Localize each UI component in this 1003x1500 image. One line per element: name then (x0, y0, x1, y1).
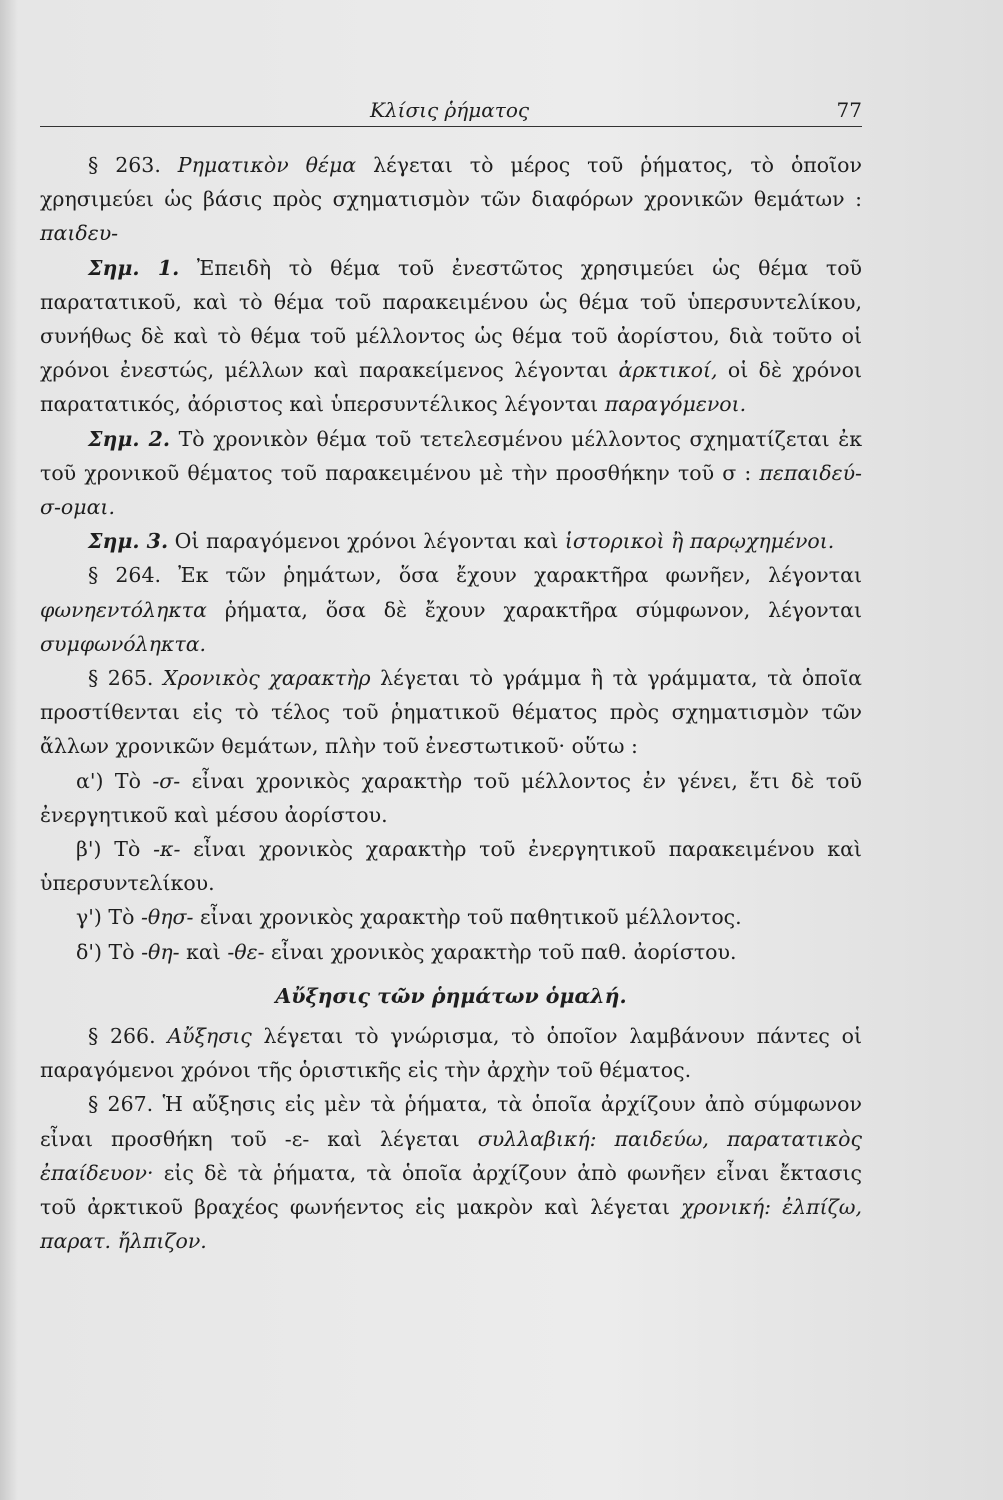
item-mark: β') (76, 837, 102, 862)
section-heading: Αὔξησις τῶν ῥημάτων ὁμαλή. (275, 983, 627, 1008)
term: ἀρκτικοί, (618, 358, 718, 383)
term: ἱστορικοὶ ἢ παρῳχημένοι. (564, 529, 835, 554)
term: παραγόμενοι. (604, 392, 747, 417)
example: πεπαιδεύ-σ-ομαι. (40, 460, 862, 520)
section-number: § 266. (88, 1024, 156, 1049)
note-label: Σημ. 1. (88, 255, 180, 280)
running-title: Κλίσις ῥήματος (370, 98, 530, 122)
note-label: Σημ. 3. (88, 529, 169, 554)
note-1: Σημ. 1. Ἐπειδὴ τὸ θέμα τοῦ ἐνεστῶτος χρησιμεύει ὡς θέμα τοῦ παρατατικοῦ, καὶ τὸ θέμα τοῦ παρακειμένου ὡς θέμα τοῦ ὑπερσυντελίκου, συνήθως δὲ καὶ τὸ θέμα τοῦ μέλλοντος ὡς θέμα τοῦ ἀορίστου, διὰ τοῦτο οἱ χρόνοι ἐνεστώς, μέλλων καὶ παρακείμενος λέγονται ἀρκτικοί, οἱ δὲ χρόνοι παρατατικός, ἀόριστος καὶ ὑπερσυντέλικος λέγονται παραγόμενοι. (40, 255, 863, 417)
term: συμφωνόληκτα. (40, 631, 207, 656)
suffix: -θε- (227, 939, 265, 964)
suffix: -θη- (141, 939, 180, 964)
term: Χρονικὸς χαρακτὴρ (162, 666, 371, 691)
term: Ρηματικὸν θέμα (177, 153, 357, 177)
list-item-d: δ') Τὸ -θη- καὶ -θε- εἶναι χρονικὸς χαρακτὴρ τοῦ παθ. ἀορίστου. (76, 939, 737, 964)
paragraph-265: § 265. Χρονικὸς χαρακτὴρ λέγεται τὸ γράμμα ἢ τὰ γράμματα, τὰ ὁποῖα προστίθενται εἰς τὸ τέλος τοῦ ῥηματικοῦ θέματος πρὸς σχηματισμὸν τῶν ἄλλων χρονικῶν θεμάτων, πλὴν τοῦ ἐνεστωτικοῦ· οὕτω : (40, 666, 862, 759)
section-number: § 265. (88, 666, 154, 691)
item-mark: α') (76, 768, 104, 793)
term: συλλαβική: παιδεύω, παρατατικὸς ἐπαίδευον· (40, 1126, 862, 1185)
section-number: § 267. (88, 1092, 154, 1117)
section-number: § 263. (88, 153, 161, 177)
paragraph-267: § 267. Ἡ αὔξησις εἰς μὲν τὰ ῥήματα, τὰ ὁποῖα ἀρχίζουν ἀπὸ σύμφωνον εἶναι προσθήκη τοῦ -ε- καὶ λέγεται συλλαβική: παιδεύω, παρατατικὸς ἐπαίδευον· εἰς δὲ τὰ ῥήματα, τὰ ὁποῖα ἀρχίζουν ἀπὸ φωνῆεν εἶναι ἔκτασις τοῦ ἀρκτικοῦ βραχέος φωνήεντος εἰς μακρὸν καὶ λέγεται χρονική: ἐλπίζω, παρατ. ἤλπιζον. (40, 1092, 863, 1254)
note-3: Σημ. 3. Οἱ παραγόμενοι χρόνοι λέγονται καὶ ἱστορικοὶ ἢ παρῳχημένοι. (88, 529, 835, 554)
item-mark: δ') (76, 939, 102, 964)
page-number: 77 (836, 98, 862, 122)
note-2: Σημ. 2. Τὸ χρονικὸν θέμα τοῦ τετελεσμένου μέλλοντος σχηματίζεται ἐκ τοῦ χρονικοῦ θέματος τοῦ παρακειμένου μὲ τὴν προσθήκην τοῦ σ : πεπαιδεύ-σ-ομαι. (40, 426, 863, 520)
paragraph-263: § 263. Ρηματικὸν θέμα λέγεται τὸ μέρος τοῦ ῥήματος, τὸ ὁποῖον χρησιμεύει ὡς βάσις πρὸς σχηματισμὸν τῶν διαφόρων χρονικῶν θεμάτων : παιδευ- (40, 153, 862, 246)
list-item-a: α') Τὸ -σ- εἶναι χρονικὸς χαρακτὴρ τοῦ μέλλοντος ἐν γένει, ἔτι δὲ τοῦ ἐνεργητικοῦ καὶ μέσου ἀορίστου. (40, 768, 862, 827)
suffix: -κ- (153, 837, 181, 862)
body-text (40, 148, 862, 1259)
item-mark: γ') (76, 905, 102, 930)
example: παιδευ- (40, 221, 119, 246)
list-item-b: β') Τὸ -κ- εἶναι χρονικὸς χαρακτὴρ τοῦ ἐνεργητικοῦ παρακειμένου καὶ ὑπερσυντελίκου. (40, 837, 862, 896)
note-label: Σημ. 2. (88, 426, 171, 451)
running-header (40, 96, 862, 127)
section-number: § 264. (88, 563, 162, 588)
suffix: -θησ- (140, 905, 194, 930)
suffix: -σ- (152, 768, 181, 793)
term: Αὔξησις (167, 1024, 252, 1049)
paragraph-264: § 264. Ἐκ τῶν ῥημάτων, ὅσα ἔχουν χαρακτῆρα φωνῆεν, λέγονται φωνηεντόληκτα ῥήματα, ὅσα δὲ ἔχουν χαρακτῆρα σύμφωνον, λέγονται συμφωνόληκτα. (40, 563, 862, 656)
list-item-c: γ') Τὸ -θησ- εἶναι χρονικὸς χαρακτὴρ τοῦ παθητικοῦ μέλλοντος. (76, 905, 742, 930)
paragraph-266: § 266. Αὔξησις λέγεται τὸ γνώρισμα, τὸ ὁποῖον λαμβάνουν πάντες οἱ παραγόμενοι χρόνοι τῆς ὁριστικῆς εἰς τὴν ἀρχὴν τοῦ θέματος. (40, 1024, 862, 1083)
term: χρονική: ἐλπίζω, παρατ. ἤλπιζον. (40, 1195, 863, 1254)
term: φωνηεντόληκτα (40, 597, 207, 622)
